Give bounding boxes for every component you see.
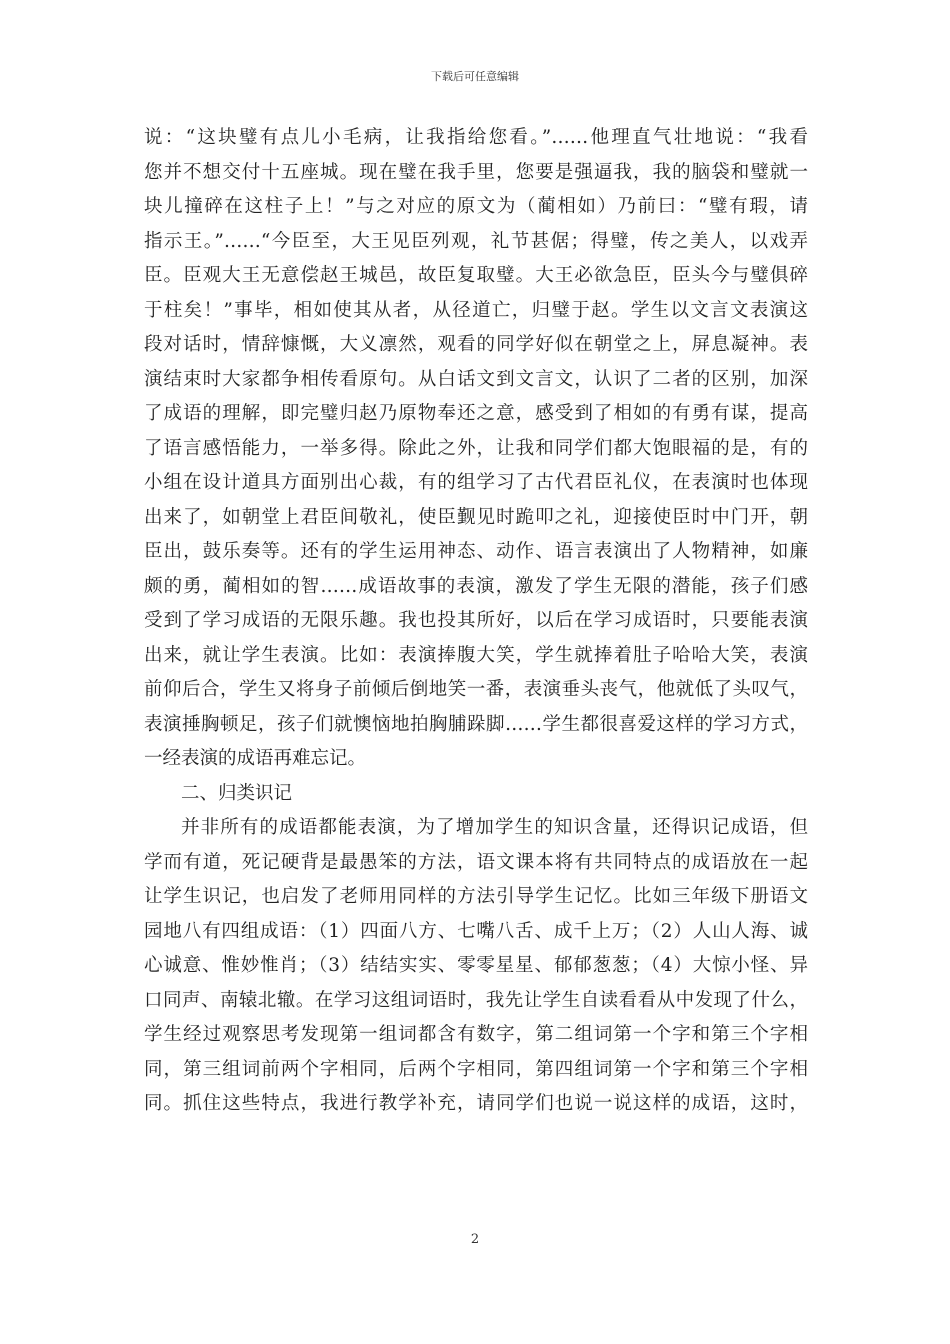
text-line: 心诚意、惟妙惟肖；（3）结结实实、零零星星、郁郁葱葱；（4）大惊小怪、异 <box>144 955 808 976</box>
text-line: 出来，就让学生表演。比如：表演捧腹大笑，学生就捧着肚子哈哈大笑，表演 <box>144 644 808 666</box>
text-line: 表演捶胸顿足，孩子们就懊恼地拍胸脯跺脚……学生都很喜爱这样的学习方式， <box>144 713 808 735</box>
document-body <box>144 121 808 1122</box>
text-line: 并非所有的成语都能表演，为了增加学生的知识含量，还得识记成语，但 <box>181 817 808 838</box>
text-line: 前仰后合，学生又将身子前倾后倒地笑一番，表演垂头丧气，他就低了头叹气， <box>144 679 808 700</box>
text-line: 颇的勇，蔺相如的智……成语故事的表演，激发了学生无限的潜能，孩子们感 <box>144 575 808 597</box>
text-line: 了语言感悟能力，一举多得。除此之外，让我和同学们都大饱眼福的是，有的 <box>144 437 808 459</box>
text-line: 园地八有四组成语：（1）四面八方、七嘴八舌、成千上万；（2）人山人海、诚 <box>144 920 808 942</box>
text-line: 口同声、南辕北辙。在学习这组词语时，我先让学生自读看看从中发现了什么， <box>144 989 808 1011</box>
text-line: 了成语的理解，即完璧归赵乃原物奉还之意，感受到了相如的有勇有谋，提高 <box>144 403 808 424</box>
text-line: 让学生识记，也启发了老师用同样的方法引导学生记忆。比如三年级下册语文 <box>144 886 808 907</box>
text-line: 学生经过观察思考发现第一组词都含有数字，第二组词第一个字和第三个字相 <box>144 1024 808 1045</box>
text-line: 一经表演的成语再难忘记。 <box>144 748 367 769</box>
text-line: 小组在设计道具方面别出心裁，有的组学习了古代君臣礼仪，在表演时也体现 <box>144 472 808 493</box>
text-line: 块儿撞碎在这柱子上！”与之对应的原文为（蔺相如）乃前曰：“璧有瑕，请 <box>144 196 808 217</box>
section-heading: 二、归类识记 <box>181 782 293 804</box>
text-line: 受到了学习成语的无限乐趣。我也投其所好，以后在学习成语时，只要能表演 <box>144 610 808 631</box>
page-number: 2 <box>470 1232 480 1247</box>
text-line: 学而有道，死记硬背是最愚笨的方法，语文课本将有共同特点的成语放在一起 <box>144 851 808 873</box>
text-line: 同，第三组词前两个字相同，后两个字相同，第四组词第一个字和第三个字相 <box>144 1058 808 1080</box>
text-line: 出来了，如朝堂上君臣间敬礼，使臣觐见时跪叩之礼，迎接使臣时中门开，朝 <box>144 506 808 528</box>
text-line: 于柱矣！”事毕，相如使其从者，从径道亡，归璧于赵。学生以文言文表演这 <box>144 299 808 321</box>
text-line: 段对话时，情辞慷慨，大义凛然，观看的同学好似在朝堂之上，屏息凝神。表 <box>144 334 808 355</box>
text-line: 您并不想交付十五座城。现在璧在我手里，您要是强逼我，我的脑袋和璧就一 <box>144 161 808 183</box>
text-line: 臣。臣观大王无意偿赵王城邑，故臣复取璧。大王必欲急臣，臣头今与璧俱碎 <box>144 265 808 286</box>
text-line: 说：“这块璧有点儿小毛病，让我指给您看。”……他理直气壮地说：“我看 <box>144 127 808 148</box>
text-line: 臣出，鼓乐奏等。还有的学生运用神态、动作、语言表演出了人物精神，如廉 <box>144 541 808 562</box>
text-line: 指示王。”……“今臣至，大王见臣列观，礼节甚倨；得璧，传之美人，以戏弄 <box>144 230 808 252</box>
page-header: 下载后可任意编辑 <box>431 70 519 83</box>
text-line: 同。抓住这些特点，我进行教学补充，请同学们也说一说这样的成语，这时， <box>144 1093 808 1114</box>
text-line: 演结束时大家都争相传看原句。从白话文到文言文，认识了二者的区别，加深 <box>144 368 808 390</box>
